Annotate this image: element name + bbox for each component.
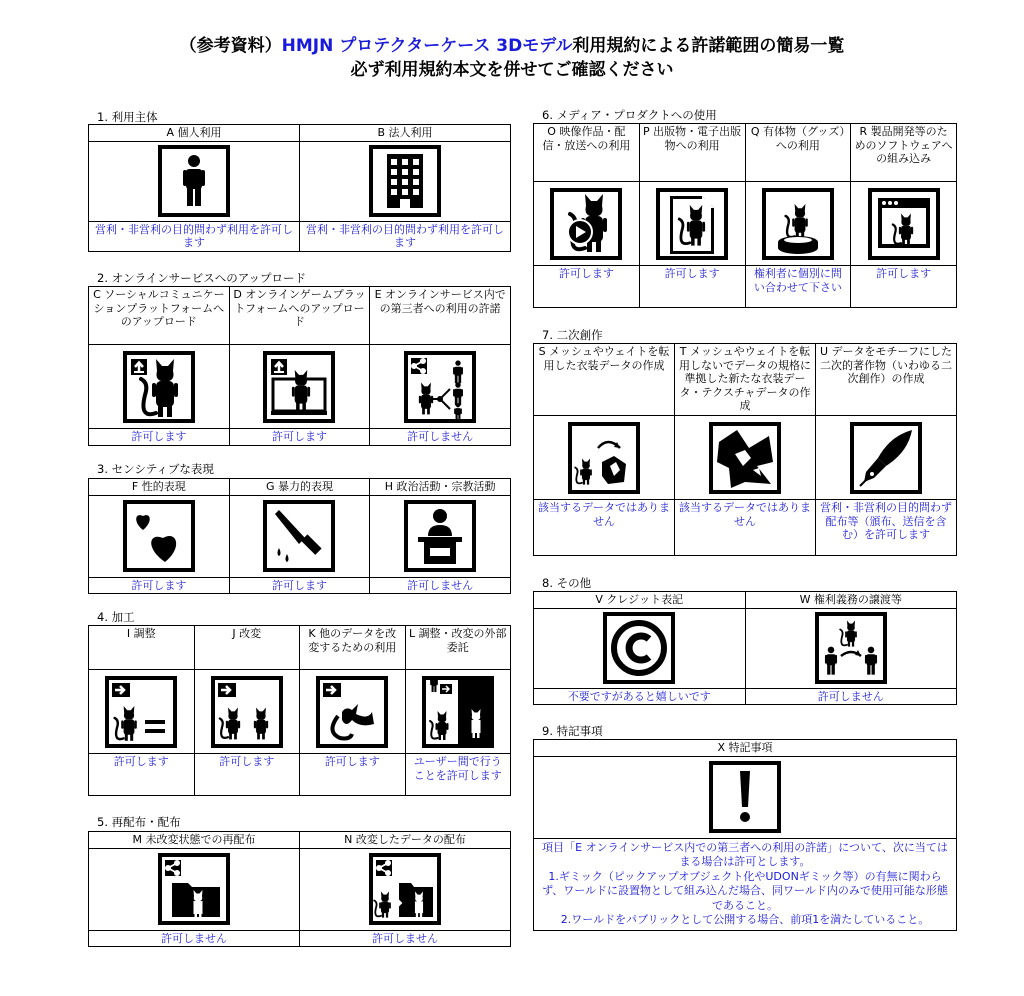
exclamation-icon — [709, 761, 781, 833]
section-7-table — [533, 343, 957, 556]
page-subtitle: 必ず利用規約本文を併せてご確認ください — [350, 60, 674, 80]
col-c-head: C ソーシャルコミュニケーションプラットフォームへのアップロード — [89, 287, 230, 345]
col-c-permission: 許可します — [89, 429, 230, 446]
col-u-head: U データをモチーフにした二次的著作物（いわゆる二次創作）の作成 — [816, 344, 957, 416]
col-e-permission: 許可しません — [370, 429, 511, 446]
col-k-head: K 他のデータを改変するための利用 — [300, 626, 406, 670]
use-for-modify-icon — [316, 676, 388, 748]
col-o-permission: 許可します — [534, 266, 640, 308]
col-f-head: F 性的表現 — [89, 479, 230, 496]
col-t-permission: 該当するデータではありません — [675, 500, 816, 556]
figure-icon — [762, 188, 834, 260]
section-5-table — [88, 831, 511, 947]
col-e-head: E オンラインサービス内での第三者への利用の許諾 — [370, 287, 511, 345]
col-l-head: L 調整・改変の外部委託 — [405, 626, 511, 670]
note-line-2: 1.ギミック（ピックアップオブジェクト化やUDONギミック等）の有無に関わらず、ワールドに設置物として組み込んだ場合、同ワールド内のみで使用可能な形態であること。 — [542, 869, 948, 912]
costume-new-icon — [709, 422, 781, 494]
col-a-head: A 個人利用 — [89, 125, 300, 142]
hearts-icon — [123, 500, 195, 572]
col-i-head: I 調整 — [89, 626, 195, 670]
col-v-head: V クレジット表記 — [534, 592, 746, 609]
col-g-head: G 暴力的表現 — [229, 479, 370, 496]
col-h-permission: 許可しません — [370, 577, 511, 594]
col-p-permission: 許可します — [639, 266, 745, 308]
col-n-head: N 改変したデータの配布 — [300, 832, 511, 849]
modify-icon — [211, 676, 283, 748]
person-icon — [158, 145, 230, 217]
section-3-table — [88, 478, 511, 594]
col-w-permission: 許可しません — [745, 688, 957, 705]
col-j-head: J 改変 — [194, 626, 300, 670]
col-q-head: Q 有体物（グッズ）への利用 — [745, 124, 851, 182]
knife-icon — [263, 500, 335, 572]
special-notes — [534, 838, 957, 930]
col-f-permission: 許可します — [89, 577, 230, 594]
section-4-table — [88, 625, 511, 796]
col-r-head: R 製品開発等のためのソフトウェアへの組み込み — [851, 124, 957, 182]
pen-nib-icon — [850, 422, 922, 494]
col-m-head: M 未改変状態での再配布 — [89, 832, 300, 849]
upload-game-icon — [263, 351, 335, 423]
copyright-icon — [603, 612, 675, 684]
adjust-icon — [105, 676, 177, 748]
col-v-permission: 不要ですがあると嬉しいです — [534, 688, 746, 705]
section-2-table — [88, 286, 511, 446]
col-j-permission: 許可します — [194, 754, 300, 796]
video-icon — [550, 188, 622, 260]
col-x-head: X 特記事項 — [534, 740, 957, 757]
distribute-modified-icon — [369, 853, 441, 925]
section-2-label: 2. オンラインサービスへのアップロード — [97, 271, 306, 285]
upload-avatar-icon — [123, 351, 195, 423]
section-6-table — [533, 123, 957, 308]
building-icon — [369, 145, 441, 217]
col-p-head: P 出版物・電子出版物への利用 — [639, 124, 745, 182]
col-s-permission: 該当するデータではありません — [534, 500, 675, 556]
col-s-head: S メッシュやウェイトを転用した衣装データの作成 — [534, 344, 675, 416]
col-b-permission: 営利・非営利の目的問わず利用を許可します — [300, 221, 511, 251]
section-8-label: 8. その他 — [542, 576, 592, 590]
page-title: （参考資料）HMJN プロテクターケース 3Dモデル利用規約による許諾範囲の簡易一覧 — [179, 36, 845, 56]
col-d-head: D オンラインゲームプラットフォームへのアップロード — [229, 287, 370, 345]
section-6-label: 6. メディア・プロダクトへの使用 — [542, 108, 717, 122]
col-l-permission: ユーザー間で行うことを許可します — [405, 754, 511, 796]
section-8-table — [533, 591, 957, 705]
col-k-permission: 許可します — [300, 754, 406, 796]
section-3-label: 3. センシティブな表現 — [97, 462, 214, 476]
transfer-rights-icon — [815, 612, 887, 684]
note-line-1: 項目「E オンラインサービス内での第三者への利用の許諾」について、次に当てはまる場合は許可とします。 — [542, 840, 948, 868]
section-9-label: 9. 特記事項 — [542, 724, 603, 738]
col-d-permission: 許可します — [229, 429, 370, 446]
note-line-3: 2.ワールドをパブリックとして公開する場合、前項1を満たしていること。 — [560, 913, 930, 926]
col-q-permission: 権利者に個別に問い合わせて下さい — [745, 266, 851, 308]
outsource-icon — [422, 676, 494, 748]
col-r-permission: 許可します — [851, 266, 957, 308]
col-m-permission: 許可しません — [89, 930, 300, 947]
col-w-head: W 権利義務の譲渡等 — [745, 592, 957, 609]
section-1-label: 1. 利用主体 — [97, 110, 158, 124]
col-i-permission: 許可します — [89, 754, 195, 796]
col-u-permission: 営利・非営利の目的問わず配布等（頒布、送信を含む）を許可します — [816, 500, 957, 556]
col-t-head: T メッシュやウェイトを転用しないでデータの規格に準拠した新たな衣装データ・テクスチャデータの作成 — [675, 344, 816, 416]
col-b-head: B 法人利用 — [300, 125, 511, 142]
section-4-label: 4. 加工 — [97, 610, 135, 624]
col-a-permission: 営利・非営利の目的問わず利用を許可します — [89, 221, 300, 251]
software-icon — [868, 188, 940, 260]
col-h-head: H 政治活動・宗教活動 — [370, 479, 511, 496]
section-7-label: 7. 二次創作 — [542, 328, 603, 342]
col-g-permission: 許可します — [229, 577, 370, 594]
costume-transfer-icon — [568, 422, 640, 494]
podium-icon — [404, 500, 476, 572]
section-5-label: 5. 再配布・配布 — [97, 815, 181, 829]
col-o-head: O 映像作品・配信・放送への利用 — [534, 124, 640, 182]
section-9-table — [533, 739, 957, 931]
publication-icon — [656, 188, 728, 260]
section-1-table — [88, 124, 511, 252]
col-n-permission: 許可しません — [300, 930, 511, 947]
share-users-icon — [404, 351, 476, 423]
redistribute-icon — [158, 853, 230, 925]
